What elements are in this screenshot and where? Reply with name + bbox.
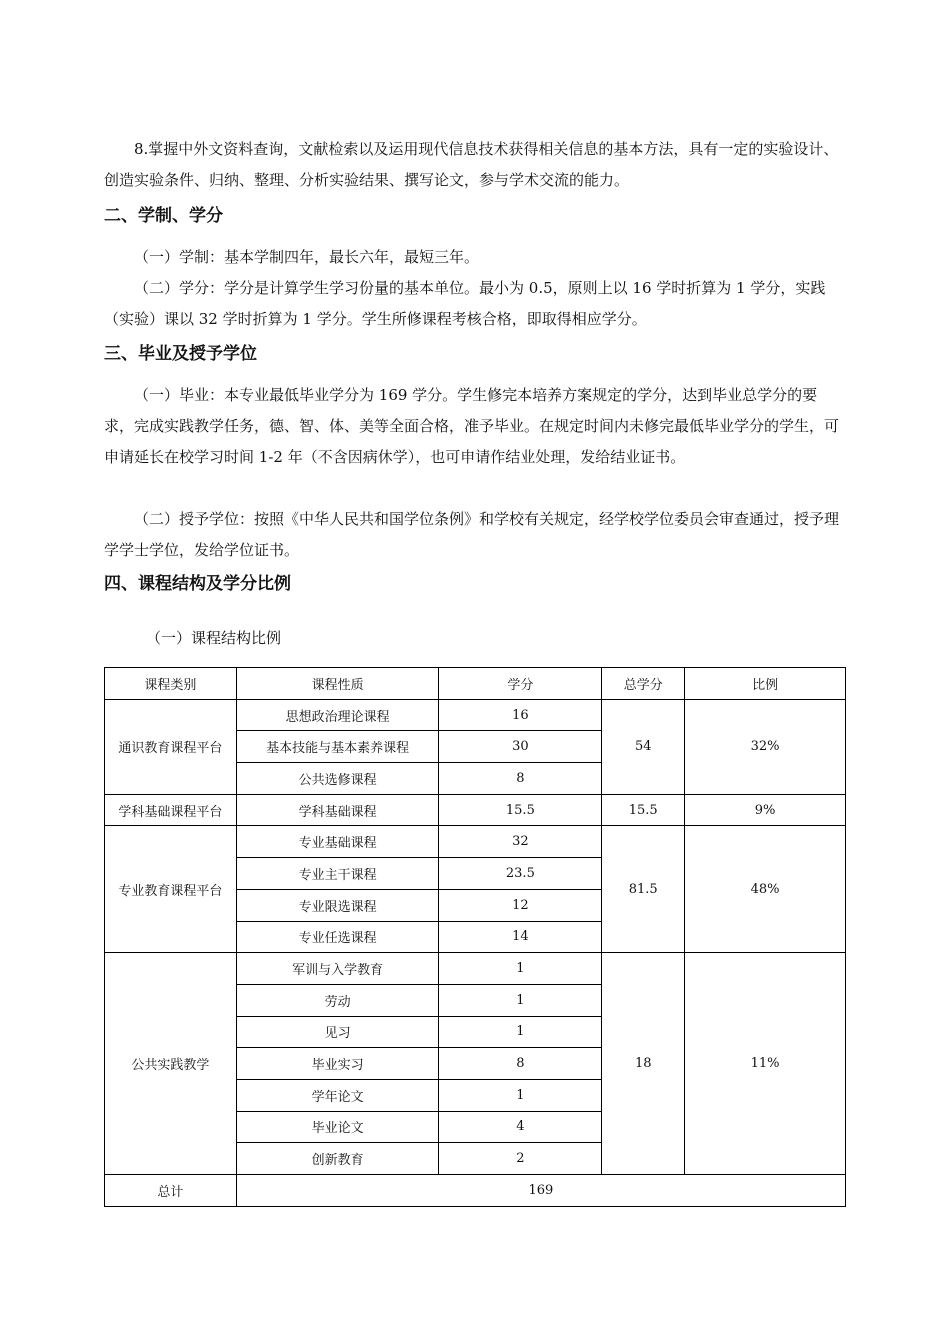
credit-cell: 16 (439, 699, 602, 731)
credit-cell: 8 (439, 1048, 602, 1080)
ratio-cell: 9% (685, 794, 846, 826)
section-heading-course-structure: 四、课程结构及学分比例 (104, 574, 291, 594)
course-type-cell: 创新教育 (236, 1143, 439, 1175)
ratio-cell: 32% (685, 699, 846, 794)
category-cell: 公共实践教学 (105, 953, 237, 1175)
credit-cell: 1 (439, 1079, 602, 1111)
paragraph-duration: （一）学制：基本学制四年，最长六年，最短三年。 (134, 248, 480, 266)
course-type-cell: 毕业实习 (236, 1048, 439, 1080)
credit-cell: 1 (439, 953, 602, 985)
credit-cell: 15.5 (439, 794, 602, 826)
credit-cell: 32 (439, 826, 602, 858)
course-type-cell: 见习 (236, 1016, 439, 1048)
paragraph-item-8: 8.掌握中外文资料查询，文献检索以及运用现代信息技术获得相关信息的基本方法，具有一定的实验设计、创造实验条件、归纳、整理、分析实验结果、撰写论文，参与学术交流的能力。 (104, 140, 839, 189)
course-type-cell: 专业限选课程 (236, 889, 439, 921)
table-row (105, 699, 846, 731)
credit-cell: 23.5 (439, 858, 602, 890)
course-type-cell: 公共选修课程 (236, 763, 439, 795)
course-type-cell: 思想政治理论课程 (236, 699, 439, 731)
course-type-cell: 劳动 (236, 984, 439, 1016)
category-cell: 通识教育课程平台 (105, 699, 237, 794)
credit-cell: 1 (439, 984, 602, 1016)
total-label-cell: 总计 (105, 1175, 237, 1207)
ratio-cell: 48% (685, 826, 846, 953)
category-cell: 专业教育课程平台 (105, 826, 237, 953)
total-credit-cell: 18 (602, 953, 685, 1175)
subsection-title-structure-ratio: （一）课程结构比例 (146, 629, 282, 647)
course-type-cell: 学年论文 (236, 1079, 439, 1111)
course-type-cell: 军训与入学教育 (236, 953, 439, 985)
course-type-cell: 学科基础课程 (236, 794, 439, 826)
ratio-cell: 11% (685, 953, 846, 1175)
header-cell: 总学分 (602, 668, 685, 700)
total-credit-cell: 81.5 (602, 826, 685, 953)
header-cell: 学分 (439, 668, 602, 700)
header-cell: 课程性质 (236, 668, 439, 700)
section-heading-duration-credits: 二、学制、学分 (104, 206, 223, 226)
credit-cell: 30 (439, 731, 602, 763)
category-cell: 学科基础课程平台 (105, 794, 237, 826)
paragraph-credits: （二）学分：学分是计算学生学习份量的基本单位。最小为 0.5，原则上以 16 学时折算为 1 学分，实践（实验）课以 32 学时折算为 1 学分。学生所修课程考核合格，即取得相应学分。 (104, 279, 826, 328)
table-row (105, 953, 846, 985)
section-heading-graduation-degree: 三、毕业及授予学位 (104, 344, 257, 364)
total-credit-cell: 15.5 (602, 794, 685, 826)
credit-cell: 14 (439, 921, 602, 953)
course-type-cell: 基本技能与基本素养课程 (236, 731, 439, 763)
course-type-cell: 专业主干课程 (236, 858, 439, 890)
credit-cell: 8 (439, 763, 602, 795)
total-credit-cell: 54 (602, 699, 685, 794)
course-type-cell: 专业任选课程 (236, 921, 439, 953)
course-type-cell: 专业基础课程 (236, 826, 439, 858)
table-total-row (105, 1175, 846, 1207)
table-row (105, 794, 846, 826)
header-cell: 比例 (685, 668, 846, 700)
credit-cell: 4 (439, 1111, 602, 1143)
table-row (105, 826, 846, 858)
paragraph-degree: （二）授予学位：按照《中华人民共和国学位条例》和学校有关规定，经学校学位委员会审查通过，授予理学学士学位，发给学位证书。 (104, 510, 840, 559)
credit-cell: 2 (439, 1143, 602, 1175)
credit-cell: 1 (439, 1016, 602, 1048)
table-header-row (105, 668, 846, 700)
course-type-cell: 毕业论文 (236, 1111, 439, 1143)
course-structure-table (104, 667, 846, 1207)
credit-cell: 12 (439, 889, 602, 921)
total-value-cell: 169 (236, 1175, 845, 1207)
header-cell: 课程类别 (105, 668, 237, 700)
paragraph-graduation: （一）毕业：本专业最低毕业学分为 169 学分。学生修完本培养方案规定的学分，达到毕业总学分的要求，完成实践教学任务，德、智、体、美等全面合格，准予毕业。在规定时间内未修完最低毕业学分的学生，可申请延长在校学习时间 1-2 年（不含因病休学），也可申请作结业处理，发给结业证书。 (104, 386, 840, 466)
